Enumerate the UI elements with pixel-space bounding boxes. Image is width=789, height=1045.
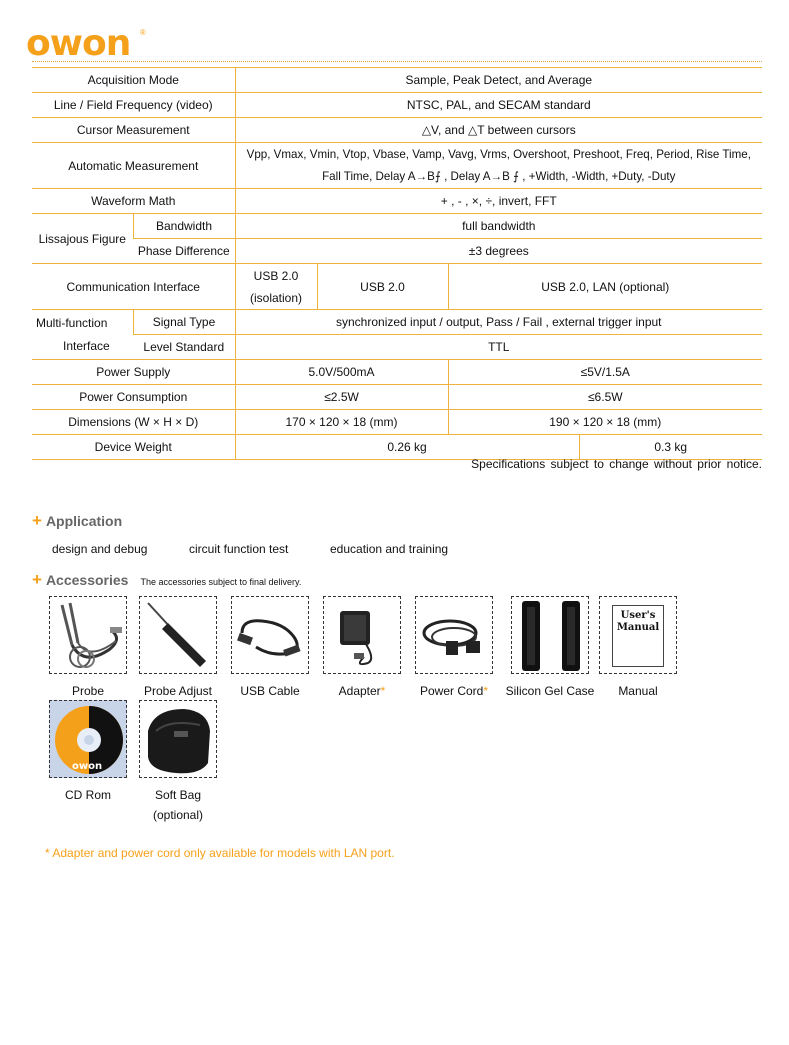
probe-icon [49, 596, 127, 674]
accessory-adapter [316, 596, 408, 701]
spec-value-line: USB 2.0 [253, 268, 299, 283]
spec-value: ≤5V/1.5A [448, 360, 762, 385]
accessory-probe [42, 596, 134, 701]
table-row [32, 68, 762, 93]
section-title: Accessories [45, 572, 129, 588]
manual-cover-text: User's [620, 610, 656, 621]
table-row [32, 264, 762, 310]
spec-value: full bandwidth [235, 214, 762, 239]
asterisk-mark: * [483, 684, 489, 698]
spec-disclaimer: Specifications subject to change without prior notice. [471, 457, 762, 471]
list-item: circuit function test [189, 542, 289, 556]
spec-label: Cursor Measurement [32, 118, 235, 143]
table-row [32, 410, 762, 435]
spec-label: Communication Interface [32, 264, 235, 310]
plus-icon: + [32, 570, 42, 589]
accessory-label: Power Cord* [419, 684, 489, 698]
spec-sublabel: Bandwidth [133, 214, 235, 239]
accessories-heading [32, 572, 301, 588]
spec-label: Power Supply [32, 360, 235, 385]
accessory-label: Probe [71, 684, 105, 698]
accessory-manual [592, 596, 684, 701]
spec-value [235, 264, 317, 310]
manual-icon [599, 596, 677, 674]
spec-value: ≤2.5W [235, 385, 448, 410]
spec-value: Sample, Peak Detect, and Average [235, 68, 762, 93]
spec-value-line: (isolation) [250, 290, 303, 305]
list-item: design and debug [52, 542, 148, 556]
spec-label: Line / Field Frequency (video) [32, 93, 235, 118]
asterisk-mark: * [380, 684, 386, 698]
manual-cover [612, 605, 664, 667]
accessory-label: USB Cable [240, 684, 300, 698]
spec-label: Power Consumption [32, 385, 235, 410]
section-title: Application [45, 513, 123, 529]
spec-value: USB 2.0, LAN (optional) [448, 264, 762, 310]
spec-label: Automatic Measurement [32, 143, 235, 189]
table-row [32, 385, 762, 410]
accessory-label-line: (optional) [152, 808, 204, 822]
table-row [32, 93, 762, 118]
spec-label: Waveform Math [32, 189, 235, 214]
spec-value: 170 × 120 × 18 (mm) [235, 410, 448, 435]
spec-value: USB 2.0 [317, 264, 448, 310]
table-row [32, 143, 762, 189]
accessory-label: Probe Adjust [143, 684, 213, 698]
spec-value-line: Fall Time, Delay A→B⨍ , Delay A→B ⨍ , +Width, -Width, +Duty, -Duty [322, 169, 676, 183]
header-divider [32, 61, 762, 62]
accessory-usb-cable [224, 596, 316, 701]
accessory-probe-adjust [132, 596, 224, 701]
spec-value: + , - , ×, ÷, invert, FFT [235, 189, 762, 214]
probe-adjust-icon [139, 596, 217, 674]
table-row [32, 435, 762, 460]
spec-label: Dimensions (W × H × D) [32, 410, 235, 435]
usb-cable-icon [231, 596, 309, 674]
spec-sublabel: Phase Difference [133, 239, 235, 264]
accessory-label [132, 785, 224, 825]
spec-value: 190 × 120 × 18 (mm) [448, 410, 762, 435]
accessory-soft-bag [132, 700, 224, 825]
accessory-label-line: Soft Bag [154, 788, 202, 802]
spec-value: ≤6.5W [448, 385, 762, 410]
spec-value [235, 143, 762, 189]
spec-value: △V, and △T between cursors [235, 118, 762, 143]
table-row [32, 118, 762, 143]
spec-label: Acquisition Mode [32, 68, 235, 93]
spec-label: Device Weight [32, 435, 235, 460]
accessory-silicon-gel-case [504, 596, 596, 701]
spec-value: 5.0V/500mA [235, 360, 448, 385]
accessory-cd-rom [42, 700, 134, 805]
accessory-label: Silicon Gel Case [505, 684, 595, 698]
gel-case-icon [511, 596, 589, 674]
accessory-label: CD Rom [64, 788, 111, 802]
table-row [32, 310, 762, 335]
table-row [32, 239, 762, 264]
list-item: education and training [330, 542, 449, 556]
accessory-label: Manual [618, 684, 658, 698]
power-cord-icon [415, 596, 493, 674]
cd-rom-icon [49, 700, 127, 778]
spec-value: 0.3 kg [579, 435, 762, 460]
spec-value: 0.26 kg [235, 435, 579, 460]
logo-text: owon [26, 23, 131, 64]
spec-label-line: Interface [63, 338, 110, 353]
application-heading [32, 513, 122, 529]
section-subtitle: The accessories subject to final delivery. [140, 577, 302, 587]
spec-value-line: Vpp, Vmax, Vmin, Vtop, Vbase, Vamp, Vavg, Vrms, Overshoot, Preshoot, Freq, Period, Rise Time, [246, 147, 751, 161]
accessory-power-cord [408, 596, 500, 701]
spec-value: TTL [235, 335, 762, 360]
spec-value: ±3 degrees [235, 239, 762, 264]
footnote: * Adapter and power cord only available for models with LAN port. [45, 846, 395, 860]
cd-brand-text: owon [72, 761, 103, 772]
accessory-label: Adapter* [338, 684, 386, 698]
spec-label [32, 310, 133, 360]
brand-logo [26, 23, 156, 64]
plus-icon: + [32, 511, 42, 530]
table-row [32, 189, 762, 214]
logo-registered-mark: ® [140, 28, 146, 37]
spec-value: NTSC, PAL, and SECAM standard [235, 93, 762, 118]
spec-label-line: Multi-function [36, 315, 108, 330]
table-row [32, 335, 762, 360]
manual-cover-text: Manual [616, 622, 660, 633]
spec-label: Lissajous Figure [32, 214, 133, 264]
spec-sublabel: Signal Type [133, 310, 235, 335]
adapter-icon [323, 596, 401, 674]
table-row [32, 214, 762, 239]
spec-table [32, 67, 762, 460]
soft-bag-icon [139, 700, 217, 778]
application-list [52, 542, 448, 556]
spec-value: synchronized input / output, Pass / Fail , external trigger input [235, 310, 762, 335]
spec-sublabel: Level Standard [133, 335, 235, 360]
table-row [32, 360, 762, 385]
